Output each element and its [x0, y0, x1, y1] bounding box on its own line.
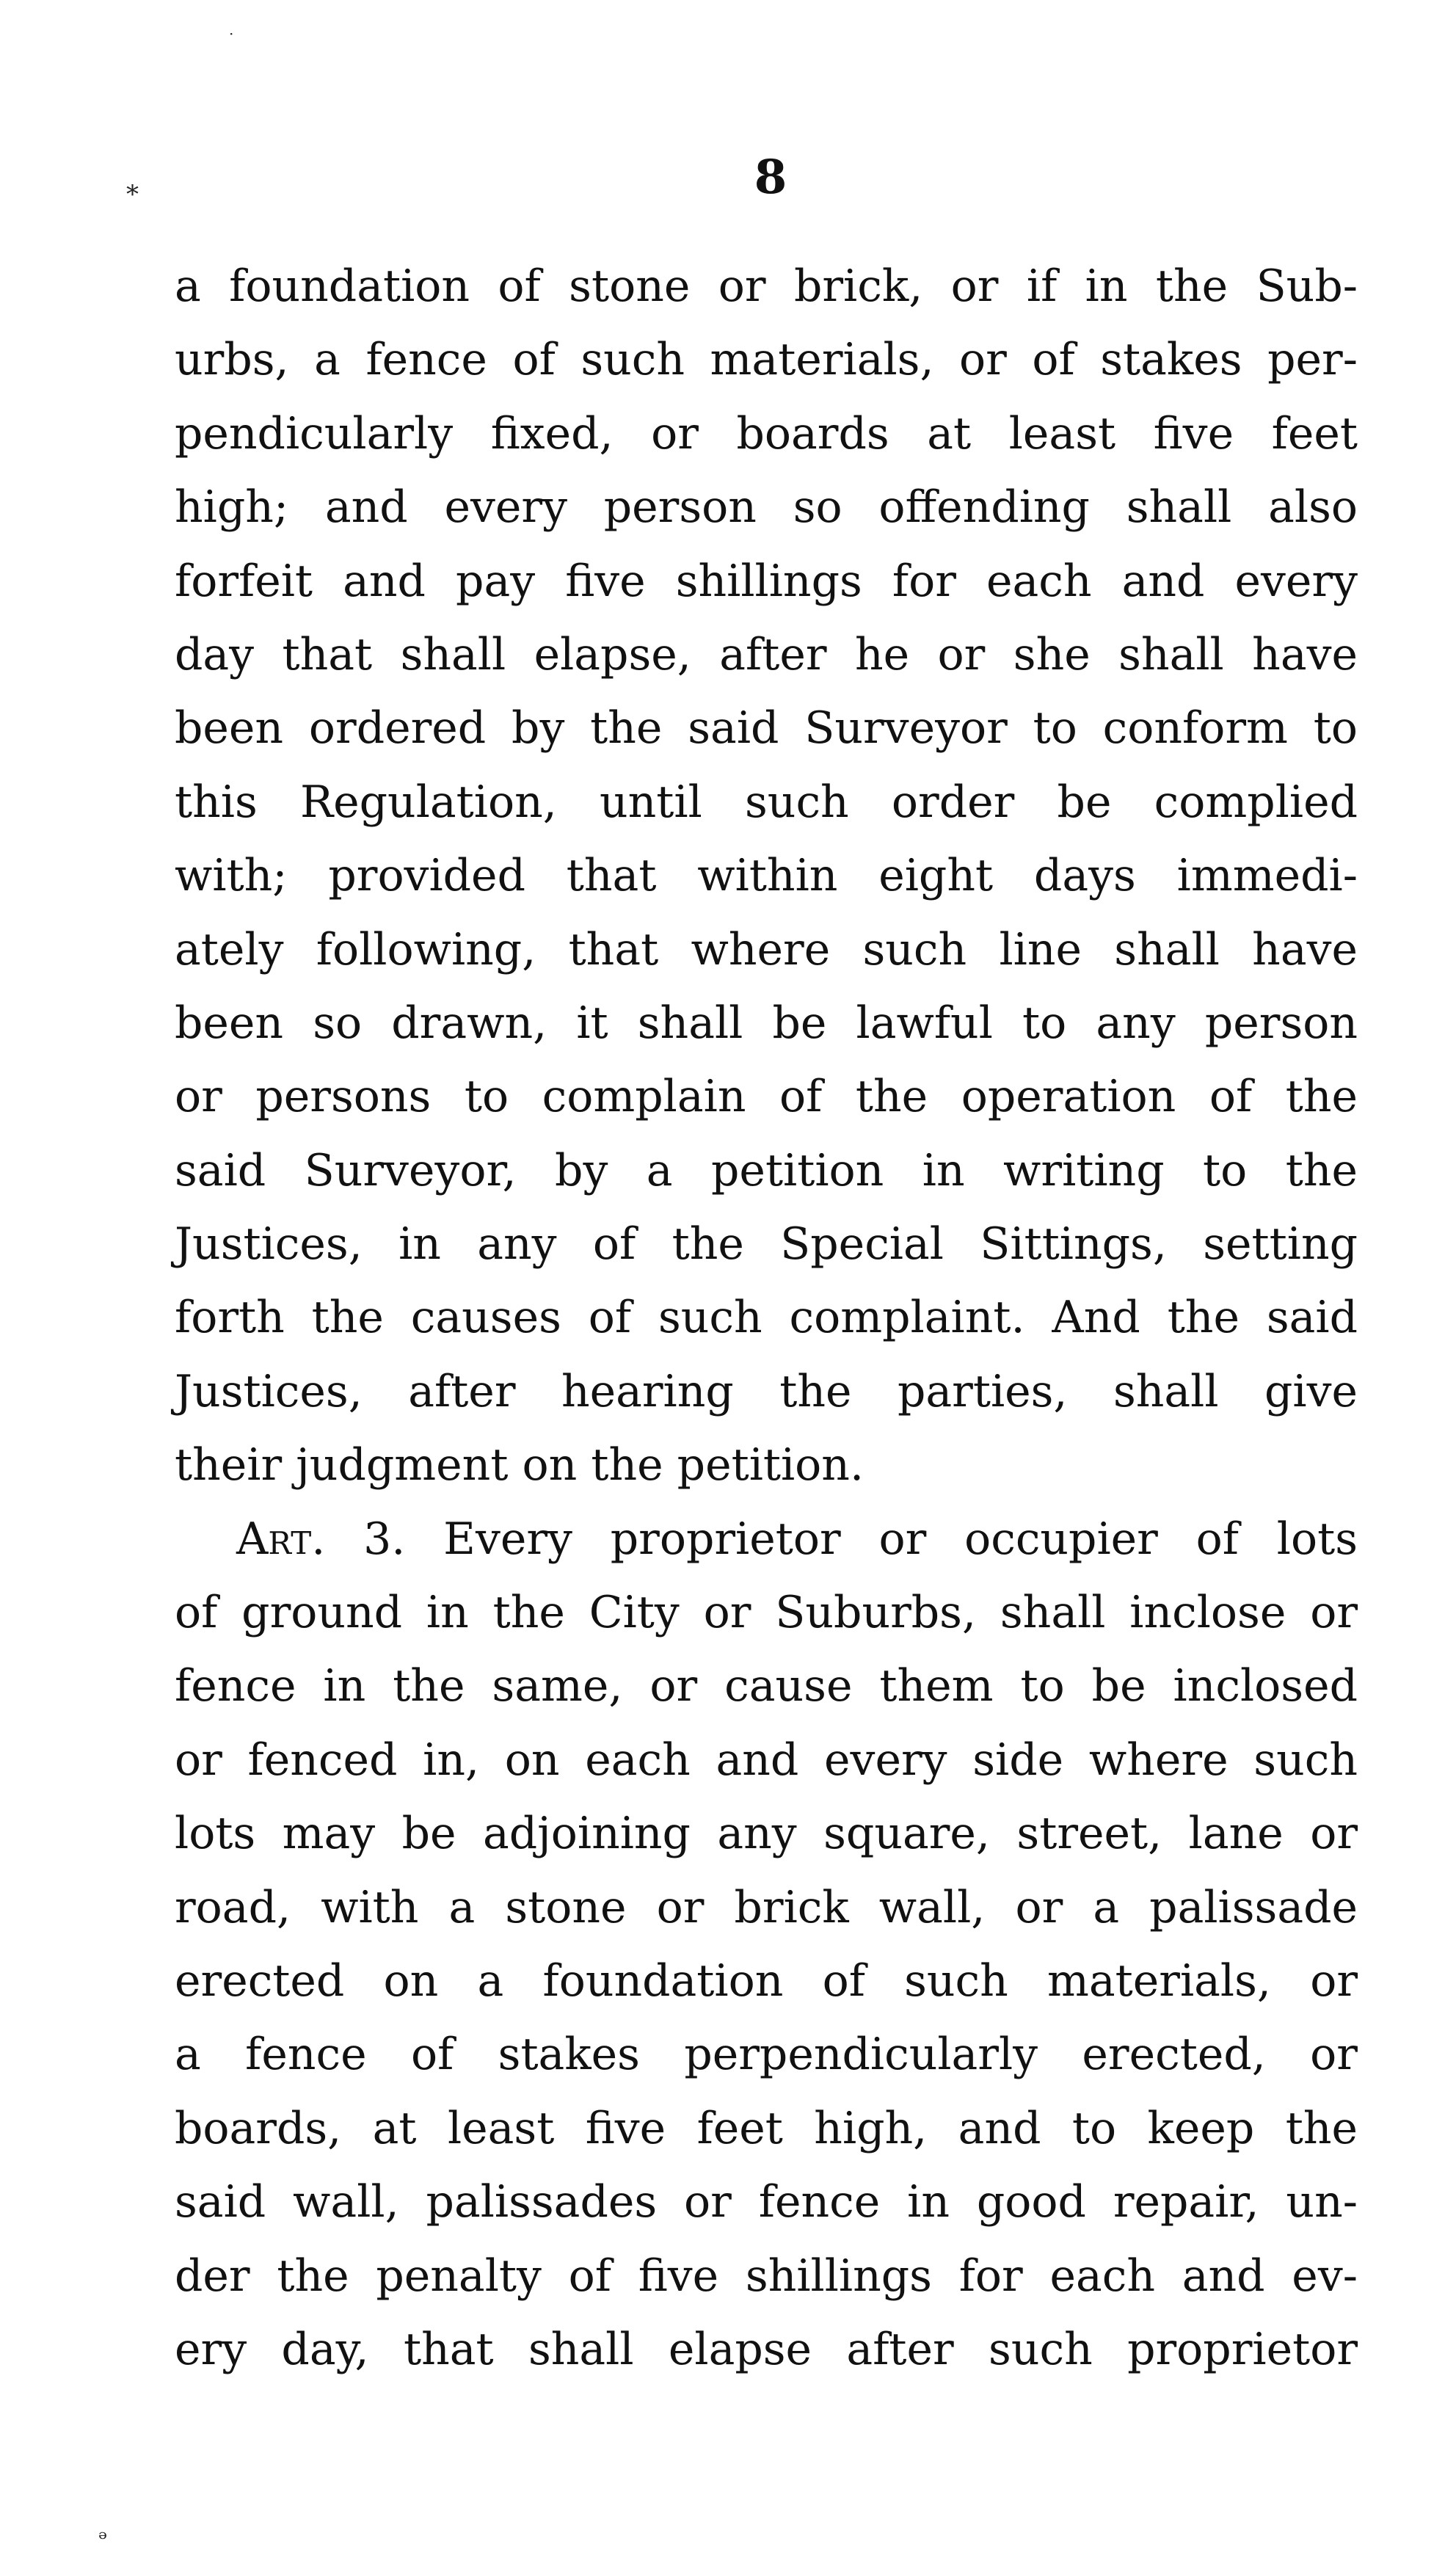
- text-line: been so drawn, it shall be lawful to any person: [175, 997, 1358, 1049]
- text-line: pendicularly fixed, or boards at least five feet: [175, 407, 1358, 459]
- text-line: of ground in the City or Suburbs, shall inclose or: [175, 1587, 1358, 1639]
- margin-asterisk: *: [126, 180, 139, 209]
- article-first-line: [175, 1502, 1358, 1576]
- text-line: high; and every person so offending shall also: [175, 481, 1358, 534]
- article-first-line-text: Every proprietor or occupier of lots: [443, 1513, 1358, 1565]
- margin-speck: ·: [229, 25, 234, 43]
- text-line: with; provided that within eight days immedi-: [175, 850, 1358, 902]
- page-number: 8: [754, 150, 787, 205]
- text-line: day that shall elapse, after he or she shall have: [175, 628, 1358, 680]
- text-line: been ordered by the said Surveyor to conform to: [175, 702, 1358, 755]
- text-line: road, with a stone or brick wall, or a palissade: [175, 1881, 1358, 1933]
- text-line: this Regulation, until such order be complied: [175, 776, 1358, 828]
- text-line: der the penalty of five shillings for each and ev-: [175, 2250, 1358, 2302]
- text-line: forfeit and pay five shillings for each and every: [175, 555, 1358, 607]
- text-line: a fence of stakes perpendicularly erected, or: [175, 2029, 1358, 2081]
- text-line: erected on a foundation of such materials, or: [175, 1955, 1358, 2007]
- text-line: Justices, after hearing the parties, shall give: [175, 1365, 1358, 1417]
- text-line: ery day, that shall elapse after such proprietor: [175, 2323, 1358, 2375]
- text-line: ately following, that where such line shall have: [175, 923, 1358, 975]
- text-line: forth the causes of such complaint. And the said: [175, 1292, 1358, 1344]
- text-line: lots may be adjoining any square, street, lane or: [175, 1808, 1358, 1860]
- text-line: or fenced in, on each and every side where such: [175, 1734, 1358, 1786]
- article-label: Art. 3.: [236, 1513, 406, 1565]
- text-line: their judgment on the petition.: [175, 1439, 864, 1491]
- text-line: urbs, a fence of such materials, or of stakes per-: [175, 334, 1358, 386]
- text-line: Justices, in any of the Special Sittings, setting: [175, 1218, 1358, 1271]
- text-line: boards, at least five feet high, and to keep the: [175, 2102, 1358, 2154]
- text-line: said wall, palissades or fence in good repair, un-: [175, 2176, 1358, 2228]
- text-line: fence in the same, or cause them to be inclosed: [175, 1660, 1358, 1712]
- text-line: said Surveyor, by a petition in writing to the: [175, 1144, 1358, 1196]
- body-text: [175, 250, 1358, 2386]
- text-line: or persons to complain of the operation of the: [175, 1071, 1358, 1123]
- margin-speck-bottom: ₔ: [98, 2517, 108, 2545]
- text-line: a foundation of stone or brick, or if in the Sub-: [175, 261, 1358, 312]
